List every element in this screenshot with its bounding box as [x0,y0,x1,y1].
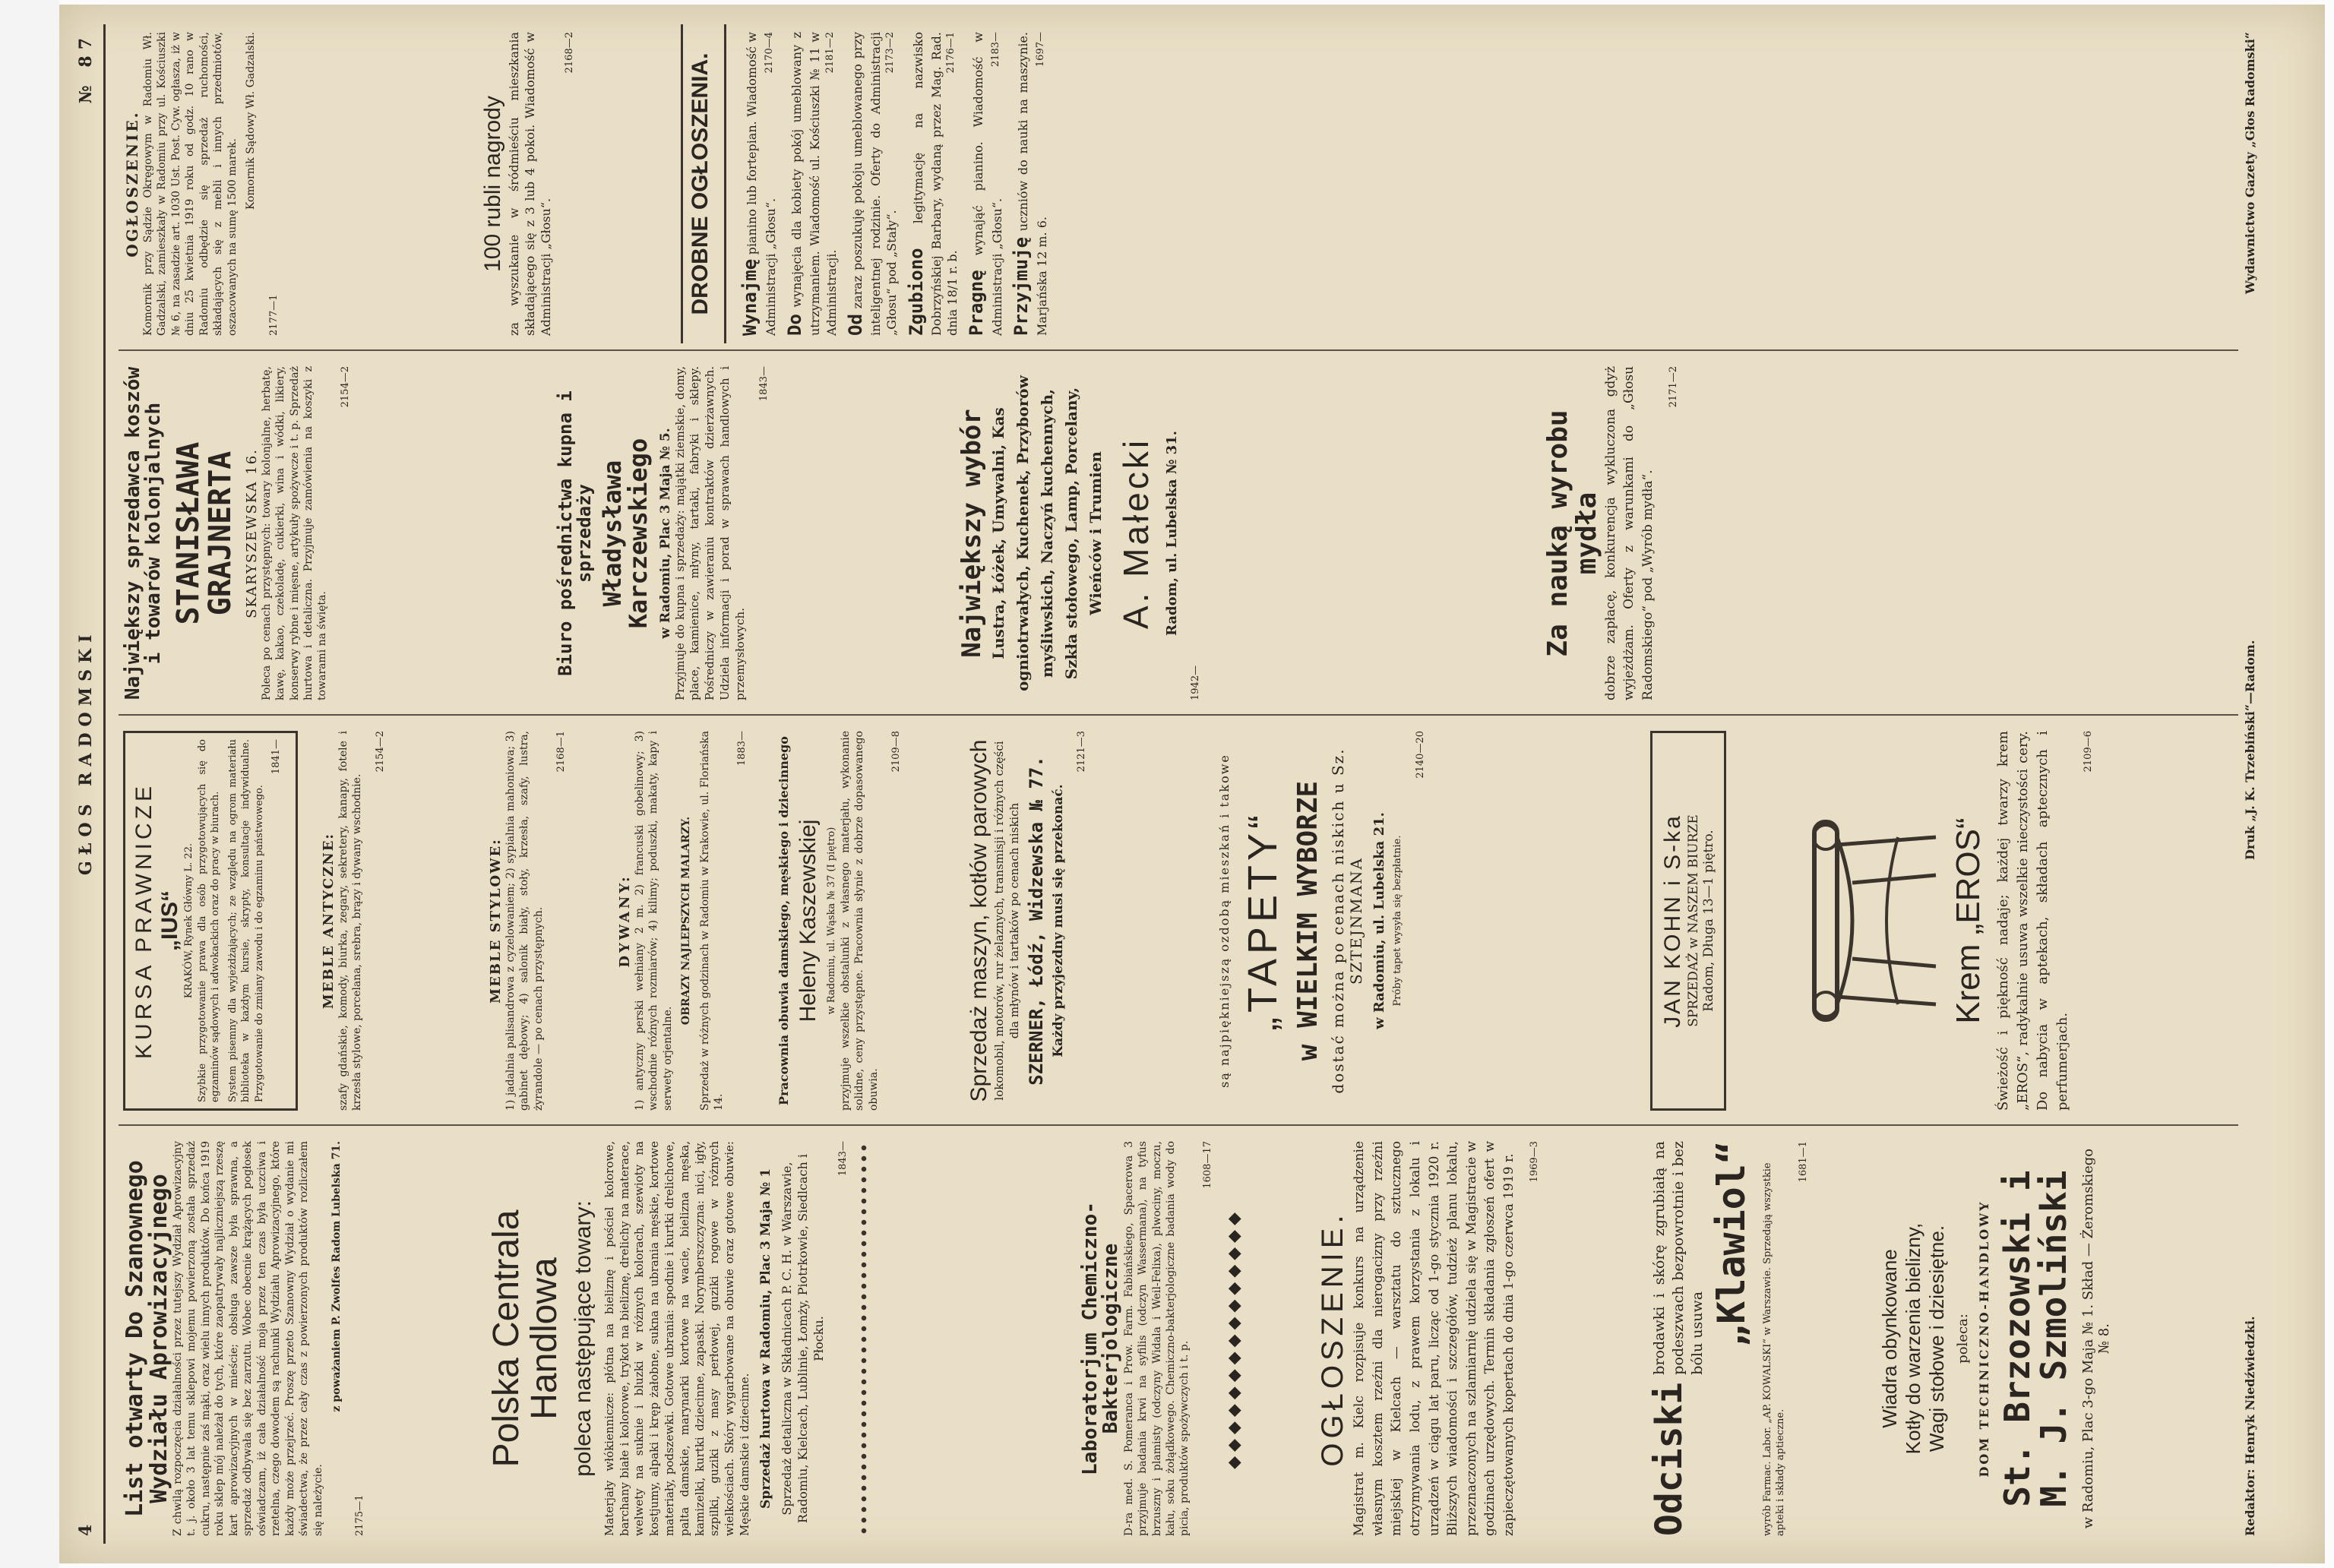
small-ads-list [734,24,2026,343]
kursa-address: KRAKÓW, Rynek Główny L. 22. [183,842,194,999]
laboratory-ad [1076,1133,1304,1544]
kohn-line-3: Radom, Długa 13—1 piętro. [1701,830,1716,1012]
bailiff-title: OGŁOSZENIE. [123,110,141,258]
polska-centrala-ref: 1843— [837,1141,849,1177]
brzozowski-house: DOM TECHNICZNO-HANDLOWY [1977,1200,1991,1478]
karczewski-name: Władysława Karczewskiego [598,438,653,629]
masthead: GŁOS RADOMSKI [76,628,96,875]
shoe-workshop-title: Pracownia obuwia damskiego, męskiego i dziecinnego [776,736,791,1105]
karczewski-address: w Radomiu, Plac 3 Maja № 5. [657,428,673,639]
small-ad-lead: Pragnę [966,270,988,336]
kursa-title: KURSA PRAWNICZE [131,782,157,1059]
antique-furniture-body: szafy gdańskie, komody, biurka, zegary, sekretery, kanapy, fotele i krzesła stylowe, porcelana, srebra, brązy i dywany wschodnie. [337,731,364,1111]
small-ad-lead: Od [844,314,866,336]
wallpaper-samples: Próby tapet wysyła się bezpłatnie. [1391,835,1403,1007]
small-ad-text: uczniów do nauki na maszynie. Marjańska 12 m. 6. [1016,32,1049,336]
klawiol-ref: 1681—1 [1797,1141,1809,1183]
kursa-name: „IUS“ [157,890,182,952]
wallpaper-shop: dostać można po cenach niskich u Sz. SZTEJNMANA [1328,748,1365,1094]
bailiff-notice [119,24,468,343]
carpets-sale: Sprzedaż w różnych godzinach w Radomiu w Krakowie, ul. Floriańska 14. [698,731,726,1111]
wallpaper-title: „TAPETY“ [1240,811,1286,1031]
small-ad-text: zaraz poszukuję pokoju umeblowanego przy inteligentnej rodzinie. Oferty do Administracji „Głosu“ pod „Stały“. [849,31,900,336]
grajnert-title: Największy sprzedawca koszów i towarów kolonjalnych [122,366,166,700]
eros-title: Krem „EROS“ [1950,817,1987,1024]
brzozowski-address: w Radomiu, Plac 3-go Maja № 1. Skład — Żeromskiego № 8. [2079,1148,2112,1529]
kielce-notice-title: OGŁOSZENIE. [1316,1210,1349,1467]
soap-ad [1539,359,1767,708]
issue-number: № 87 [76,32,96,104]
small-ad-ref: 1697— [1034,32,1046,68]
bailiff-body: Komornik przy Sądzie Okręgowym w Radomiu Wł. Gadzalski, zamieszkały w Radomiu przy ul. Kościuszki № 6, na zasadzie art. 1030 Ust. Post. Cyw. ogłasza, iż w dniu 25 kwietnia 1919 roku od godz. 10 rano w Radomiu odbędzie się sprzedaż ruchomości, składających się z mebli i innych przedmiotów, oszacowanych na sumę 1500 marek. [142,32,239,336]
laboratory-ref: 1608—17 [1201,1141,1213,1189]
grajnert-ad [119,359,544,708]
reward-body: za wyszukanie w śródmieściu mieszkania składającego się z 3 lub 4 pokoi. Wiadomość w Administracji „Głosu“. [507,32,554,336]
paintings-title: OBRAZY NAJLEPSZYCH MALARZY. [680,816,693,1026]
kursa-system: System pisemny dla wyjeżdżających; ze względu na ogrom materiału biblioteka w każdym kursie, skrypty, konsultacje indywidualne. Przygotowanie do zmiany zawodu i do egzaminu państwowego. [227,739,265,1102]
boilers-ad [962,723,1205,1118]
small-ad-ref: 2183— [990,32,1002,68]
bailiff-signature: Komornik Sądowy Wł. Gadzalski. [245,32,258,210]
small-ad-text: wynająć pianino. Wiadomość w Administracji „Głosu“. [971,32,1005,336]
grajnert-ref: 2154—2 [339,366,351,408]
brzozowski-line-1: Wiadra obynkowane [1878,1249,1901,1428]
stylish-furniture-ref: 2168—1 [555,731,568,773]
kursa-ius-ad [119,723,308,1118]
wallpaper-address: w Radomiu, ul. Lubelska 21. [1371,812,1387,1029]
boilers-body: lokomobil, motorów, rur żelaznych, transmisji i różnych części dla młynów i tartaków po cenach niskich [992,741,1021,1101]
reward-title: 100 rubli nagrody [480,96,505,272]
column-rule [119,714,2238,716]
malecki-address: Radom, ul. Lubelska № 31. [1163,431,1180,636]
footer-printer: Druk „J. K. Trzebiński“—Radom. [2243,640,2257,860]
reward-ad [476,24,673,343]
chair-illustration [1784,792,1943,1050]
soap-title: Za nauką wyrobu mydła [1542,409,1602,657]
small-ad [844,32,900,336]
brzozowski-recommends: poleca: [1955,1314,1971,1364]
kohn-line-2: SPRZEDAŻ w NASZEM BIURZE [1686,814,1701,1027]
antique-furniture-title: MEBLE ANTYCZNE: [321,832,337,1010]
small-ad-lead: Wynajmę [739,258,761,336]
page-footer [2243,24,2260,1544]
page-header [73,24,106,1544]
open-letter [119,1133,476,1544]
stylish-furniture-ad [483,723,612,1118]
small-ad-ref: 2170—4 [763,32,775,74]
eros-body: Świeżość i piękność nadaje; każdej twarzy krem „EROS“, radykalnie usuwa wszelkie nieczystości cery. Do nabycia w aptekach, składach aptecznych i perfumerjach. [1995,731,2071,1111]
small-ads-header [681,24,726,343]
open-letter-signature: z poważaniem P. Zwolfes Radom Lubelska 71. [330,1141,343,1412]
karczewski-title: Biuro pośrednictwa kupna i sprzedaży [555,390,596,676]
antique-furniture-ref: 2154—2 [374,731,386,773]
klawiol-maker: wyrób Farmac. Labor. „AP. KOWALSKI“ w Warszawie. Sprzedają wszystkie apteki i składy aptieczne. [1761,1162,1786,1536]
column-rule [119,349,2238,351]
karczewski-body: Przyjmuje do kupna i sprzedaży: majątki ziemskie, domy, place, kamienice, młyny, tartaki, fabryki i sklepy. Pośredniczy w zawieraniu kontraktów dzierżawnych. Udziela informacji i porad w sprawach handlowych i przemysłowych. [672,366,747,700]
boilers-firm: SZERNER, Łódź, Widzewska № 77. [1025,756,1047,1086]
small-ad-ref: 2181—2 [824,32,836,74]
bailiff-ref: 2177—1 [267,294,280,336]
small-ads-title: DROBNE OGŁOSZENIA. [688,52,713,315]
boilers-note: Każdy przyjezdny musi się przekonać. [1050,784,1066,1057]
carpets-body: 1) antyczny perski wełniany 2 m. 2) francuski gobelinowy; 3) wschodnie różnych rozmiarów; 4) kilimy; poduszki, makaty, kapy i serwety orjentalne. [634,731,674,1111]
klawiol-body: brodawki i skórę zgrubiałą na podeszwach bezpowrotnie i bez bólu usuwa [1651,1141,1706,1375]
soap-ref: 2171—2 [1667,366,1679,408]
column-rule [119,1124,2238,1126]
polska-centrala-ad [483,1133,1068,1544]
small-ad-text: wynajęcia dla kobiety pokój umeblowany z utrzymaniem. Wiadomość ul. Kościuszki № 11 w Administracji. [789,31,839,336]
polska-centrala-subtitle: poleca następujące towary: [570,1200,596,1477]
footer-publisher: Wydawnictwo Gazety „Głos Radomski“ [2243,32,2257,295]
kursa-body: Szybkie przygotowanie prawa dla osób przygotowujących się do egzaminów sądowych i adwokackich oraz do pracy w biurach. [196,739,222,1102]
kielce-notice [1311,1133,1638,1544]
malecki-ref: 1942— [1189,665,1201,700]
shoe-workshop-body: przyjmuje wszelkie obstalunki z własnego materjału, wykonanie solidne, ceny przystępne. Pracownia słynie z dobrze dopasowanego obuwia. [839,731,880,1111]
dotted-divider [859,1141,868,1536]
open-letter-body: Z chwilą rozpoczęcia działalności przez tutejszy Wydział Aprowizacyjny t. j. około 3 lat temu sklepowi mojemu powierzoną została sprzedaż cukru, następnie zaś mąki, oraz wielu innych produktów. Do końca 1919 roku sklep mój należał do tych, które zaopatrywały najliczniejszą rzeszę kart aprowizacyjnych w mieście; obsługa zawsze była sprawna, a sprzedaż odbywała się bez zarzutu. Wobec obecnie krążących pogłosek oświadczam, iż cała działalność moja przez ten czas była uczciwa i rzetelna, czego dowodem są rachunki Wydziału Aprowizacyjnego, które każdy może przejrzeć. Proszę przeto Szanowny Wydział o wydanie mi świadectwa, że przez cały czas z powierzonych produktów rozliczałem się należycie. [172,1141,324,1536]
brzozowski-ad [1866,1133,2231,1544]
malecki-name: A. Małecki [1115,437,1156,630]
carpets-ref: 1883— [735,731,748,767]
page-number: 4 [76,1518,96,1536]
column-center-right [119,359,2238,708]
wallpaper-ref: 2140—20 [1414,731,1426,779]
column-left [119,1133,2238,1544]
small-ad-lead: Przyjmuję [1010,236,1033,336]
grajnert-address: SKARYSZEWSKA 16. [243,448,260,618]
column-center-left [119,723,2238,1118]
brzozowski-name: St. Brzozowski i M. J. Szmoliński [1997,1170,2075,1507]
grajnert-body: Poleca po cenach przystępnych: towary kolonjalne, herbatę, kawę, kakao, czekoladę, cukierki, wina i wódki, likiery, konserwy rybne i mięsne, artykuły spożywcze i t. p. Sprzedaż hurtowa i detaliczna. Przyjmuje zamówienia na koszyki z towarami na święta. [260,366,329,700]
laboratory-title: Laboratorjum Chemiczno-Bakterjologiczne [1079,1201,1123,1476]
kohn-title: JAN KOHN i S-ka [1660,814,1685,1028]
kielce-notice-ref: 1969—3 [1528,1141,1540,1183]
karczewski-ref: 1843— [757,366,770,402]
newspaper-page [73,24,2261,1544]
wallpaper-choice: w WIELKIM WYBORZE [1292,780,1324,1061]
polska-centrala-body: Materjały włókiennicze: płótna na bieliznę i pościel kolorowe, barchany białe i kolorowe, trykot na bieliznę, drelichy na materace, welwety na suknie i bluzki w różnych kolorach, szewioty na kostjumy, alpaki i kręp żałobne, sukna na ubrania męskie, kortowe materiały, podszewki. Gotowe ubrania: spodnie i kurtki drelichowe, palta damskie, marynarki kortowe na wacie, bielizna męska, kamizelki, kurtki dziecinne, zapaski. Norymberszczyzna: nici, igły, szpilki, guziki z masy perłowej, guziki rogowe w różnych wielkościach. Skóry wygarbowane na obuwie oraz gotowe obuwie: Męskie damskie i dziecinne. [602,1141,751,1536]
small-ad-text: pianino lub fortepian. Wiadomość w Administracji „Głosu“. [745,32,778,336]
malecki-ad [954,359,1532,708]
karczewski-ad [552,359,947,708]
klawiol-ad [1646,1133,1858,1544]
footer-editor: Redaktor: Henryk Niedźwiedzki. [2243,1316,2257,1536]
small-ad [738,32,779,336]
laboratory-body: D-ra med. S. Pomeranca i Prow. Farm. Fabiańskiego, Spacerowa 3 przyjmuje badania krwi na syfilis (odczyn Wassermana), na tyfus brzuszny i plamisty (odczyny Widala i Weil-Felixa), plwociny, moczu, kału, soku żołądkowego. Chemiczno-bakterjologiczne badania wody do picia, produktów spożywczych i t. p. [1122,1141,1191,1536]
open-letter-ref: 2175—1 [353,1494,365,1536]
soap-body: dobrze zapłacę, konkurencja wykluczona gdyż wyjeżdżam. Oferty z warunkami do „Głosu Radomskiego“ pod „Wyrób mydła“. [1602,366,1656,700]
small-ad [1010,32,1050,336]
stylish-furniture-title: MEBLE STYLOWE: [488,838,504,1004]
small-ad [905,32,961,336]
boilers-ref: 2121—3 [1075,731,1087,773]
wallpaper-ad [1213,723,1638,1118]
scan-margin [0,0,59,1568]
carpets-title: DYWANY: [617,874,633,968]
polska-centrala-title: Polska Centrala Handlowa [486,1209,565,1468]
malecki-items: Lustra, Łóżek, Umywalni, Kas ogniotrwałych, Kuchenek, Przyborów myśliwskich, Naczyń kuchennych, Szkła stołowego, Lamp, Porcelany, Wieńców i Trumien [988,375,1105,691]
small-ad [783,32,840,336]
ornament-divider: ◆◆◆◆◆◆◆◆◆◆◆◆◆◆◆ [1224,1208,1244,1469]
shoe-workshop-ad [772,723,962,1118]
klawiol-brand: „Klawiol“ [1709,1141,1754,1347]
boilers-title: Sprzedaż maszyn, kotłów parowych [966,739,991,1102]
brzozowski-line-3: Wagi stołowe i dziesiętne. [1925,1225,1948,1453]
carpets-ad [612,723,764,1118]
small-ad-ref: 2176—1 [945,32,957,74]
reward-ref: 2168—2 [564,32,576,74]
open-letter-title: List otwarty Do Szanownego Wydziału Aprowizacyjnego [122,1160,172,1517]
shoe-workshop-address: w Radomiu, ul. Wąska № 37 (I piętro) [826,827,837,1015]
wallpaper-intro: są najpiękniejszą ozdobą mieszkań i takowe [1217,754,1232,1088]
polska-centrala-branches: Sprzedaż detaliczna w Składnicach P. C. H. w Warszawie, Radomiu, Kielcach, Lublinie, Łomży, Piotrkowie, Siedlcach i Płocku. [780,1154,827,1523]
stylish-furniture-body: 1) jadalnia palisandrowa z cyzelowaniem; 2) sypialnia mahoniowa; 3) gabinet dębowy; 4) salonik biały, stoły, krzesła, szafy, lustra, żyrandole — po cenach przystępnych. [504,731,545,1111]
shoe-workshop-name: Heleny Kaszewskiej [795,819,821,1023]
klawiol-title: Odciski [1648,1382,1690,1536]
shoe-workshop-ref: 2109—8 [890,731,903,773]
small-ad-lead: Do [783,314,805,336]
antique-furniture-ad [316,723,483,1118]
eros-ad [1775,723,2231,1118]
kursa-ref: 1841— [270,739,282,775]
column-right [119,24,2238,343]
small-ad [965,32,1005,336]
small-ad-text: legitymację na nazwisko Dobrzyńskiej Barbary, wydaną przez Mag. Rad. dnia 18/1 r. b. [910,32,960,336]
small-ad-ref: 2173—2 [884,32,897,74]
eros-ref: 2109—6 [2083,731,2095,773]
kielce-notice-body: Magistrat m. Kielc rozpisuje konkurs na urządzenie własnym kosztem rzeźni dla nierogacizny przy rzeźni miejskiej w Kielcach — warsztatu do sztucznego otrzymywania lodu, z prawem korzystania z lokalu i urządzeń w ciągu lat paru, licząc od 1-go stycznia 1920 r. Bliższych wiadomości i szczegółów, tudzież planu lokalu, przeznaczonych na szlamiarnię udziela się w Magistracie w godzinach urzędowych. Termin składania zgłoszeń ofert w zapieczętowanych kopertach do dnia 1-go czerwca 1919 r. [1352,1141,1517,1536]
small-ad-lead: Zgubiono [905,248,927,336]
brzozowski-line-2: Kotły do warzenia bielizny, [1902,1222,1924,1455]
polska-centrala-sales: Sprzedaż hurtowa w Radomiu, Plac 3 Maja № 1 [757,1168,773,1509]
grajnert-name: STANISŁAWA GRAJNERTA [170,441,238,625]
malecki-title: Największy wybór [957,409,987,658]
kohn-ad [1646,723,1767,1118]
